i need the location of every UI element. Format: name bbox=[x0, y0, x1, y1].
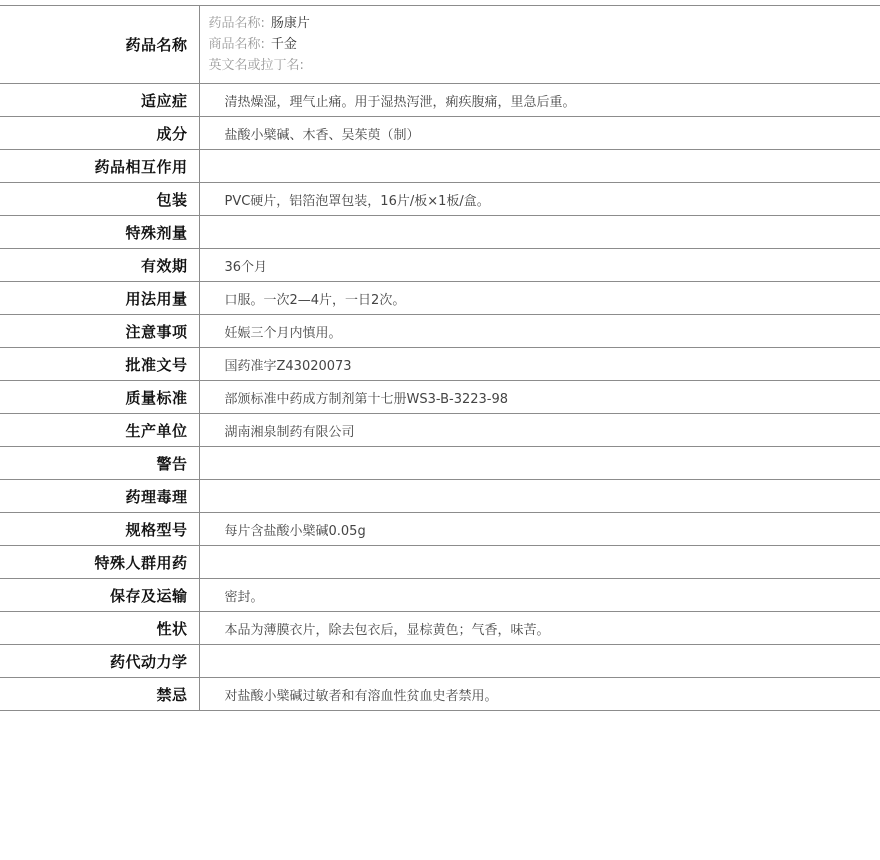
trade-name-line bbox=[209, 34, 880, 55]
drug-name-label: 药品名称 bbox=[0, 6, 199, 84]
spec-label: 药理毒理 bbox=[0, 480, 199, 513]
spec-row bbox=[0, 513, 880, 546]
spec-value: 36个月 bbox=[199, 249, 880, 282]
spec-label: 用法用量 bbox=[0, 282, 199, 315]
spec-label: 批准文号 bbox=[0, 348, 199, 381]
spec-value: PVC硬片，铝箔泡罩包装，16片/板×1板/盒。 bbox=[199, 183, 880, 216]
drug-spec-table bbox=[0, 5, 880, 711]
spec-value bbox=[199, 480, 880, 513]
drug-name-values bbox=[199, 6, 880, 84]
spec-row bbox=[0, 249, 880, 282]
spec-label: 保存及运输 bbox=[0, 579, 199, 612]
spec-row bbox=[0, 84, 880, 117]
spec-value bbox=[199, 546, 880, 579]
spec-value: 湖南湘泉制药有限公司 bbox=[199, 414, 880, 447]
spec-row bbox=[0, 414, 880, 447]
spec-row bbox=[0, 612, 880, 645]
spec-value bbox=[199, 645, 880, 678]
spec-label: 成分 bbox=[0, 117, 199, 150]
spec-row bbox=[0, 381, 880, 414]
spec-row bbox=[0, 579, 880, 612]
drug-name-row bbox=[0, 6, 880, 84]
spec-label: 警告 bbox=[0, 447, 199, 480]
spec-row bbox=[0, 183, 880, 216]
spec-row bbox=[0, 216, 880, 249]
spec-label: 适应症 bbox=[0, 84, 199, 117]
spec-value: 国药准字Z43020073 bbox=[199, 348, 880, 381]
spec-value: 本品为薄膜衣片，除去包衣后，显棕黄色；气香，味苦。 bbox=[199, 612, 880, 645]
spec-row bbox=[0, 150, 880, 183]
spec-value: 每片含盐酸小檗碱0.05g bbox=[199, 513, 880, 546]
spec-value: 密封。 bbox=[199, 579, 880, 612]
spec-label: 生产单位 bbox=[0, 414, 199, 447]
spec-value: 清热燥湿，理气止痛。用于湿热泻泄，痢疾腹痛，里急后重。 bbox=[199, 84, 880, 117]
trade-name-value: 千金 bbox=[270, 37, 297, 52]
trade-name-label: 商品名称: bbox=[208, 37, 265, 52]
spec-label: 有效期 bbox=[0, 249, 199, 282]
english-name-label: 英文名或拉丁名: bbox=[208, 58, 304, 73]
spec-label: 质量标准 bbox=[0, 381, 199, 414]
spec-row bbox=[0, 480, 880, 513]
spec-value bbox=[199, 447, 880, 480]
spec-table-body bbox=[0, 6, 880, 711]
spec-label: 特殊剂量 bbox=[0, 216, 199, 249]
spec-value bbox=[199, 216, 880, 249]
spec-value: 盐酸小檗碱、木香、吴茱萸（制） bbox=[199, 117, 880, 150]
spec-label: 药代动力学 bbox=[0, 645, 199, 678]
spec-label: 性状 bbox=[0, 612, 199, 645]
spec-label: 包装 bbox=[0, 183, 199, 216]
spec-row bbox=[0, 678, 880, 711]
generic-name-line bbox=[209, 13, 880, 34]
spec-value: 部颁标准中药成方制剂第十七册WS3-B-3223-98 bbox=[199, 381, 880, 414]
spec-row bbox=[0, 546, 880, 579]
spec-value: 妊娠三个月内慎用。 bbox=[199, 315, 880, 348]
spec-row bbox=[0, 645, 880, 678]
spec-value: 对盐酸小檗碱过敏者和有溶血性贫血史者禁用。 bbox=[199, 678, 880, 711]
spec-label: 规格型号 bbox=[0, 513, 199, 546]
spec-label: 药品相互作用 bbox=[0, 150, 199, 183]
spec-row bbox=[0, 315, 880, 348]
spec-label: 特殊人群用药 bbox=[0, 546, 199, 579]
spec-row bbox=[0, 282, 880, 315]
english-name-line bbox=[209, 55, 880, 76]
spec-value: 口服。一次2—4片，一日2次。 bbox=[199, 282, 880, 315]
spec-row bbox=[0, 117, 880, 150]
spec-value bbox=[199, 150, 880, 183]
spec-row bbox=[0, 447, 880, 480]
spec-label: 禁忌 bbox=[0, 678, 199, 711]
generic-name-value: 肠康片 bbox=[270, 16, 310, 31]
spec-label: 注意事项 bbox=[0, 315, 199, 348]
generic-name-label: 药品名称: bbox=[208, 16, 265, 31]
spec-row bbox=[0, 348, 880, 381]
